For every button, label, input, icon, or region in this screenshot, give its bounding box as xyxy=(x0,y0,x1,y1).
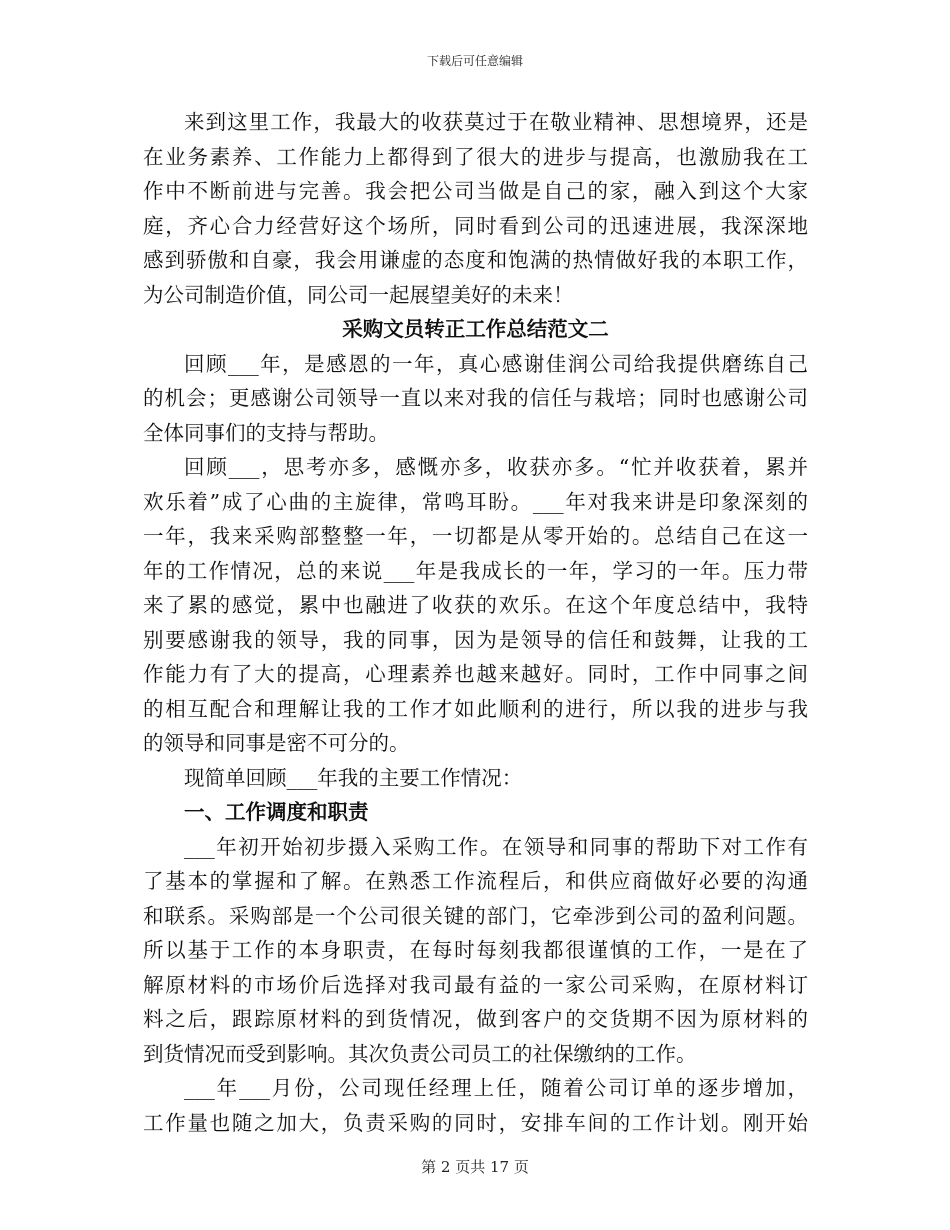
paragraph-line: ___年初开始初步摄入采购工作。在领导和同事的帮助下对工作有 xyxy=(184,834,808,859)
paragraph-line: 来了累的感觉，累中也融进了收获的欢乐。在这个年度总结中，我特 xyxy=(143,593,808,617)
section-title: 采购文员转正工作总结范文二 xyxy=(342,317,609,341)
paragraph-line: 现简单回顾___年我的主要工作情况： xyxy=(184,765,523,790)
paragraph-line: 回顾___年，是感恩的一年，真心感谢佳润公司给我提供磨练自己 xyxy=(184,351,808,376)
paragraph-line: 在业务素养、工作能力上都得到了很大的进步与提高，也激励我在工 xyxy=(143,144,808,169)
paragraph-line: 年的工作情况，总的来说___年是我成长的一年，学习的一年。压力带 xyxy=(143,558,808,583)
paragraph-line: 工作量也随之加大，负责采购的同时，安排车间的工作计划。刚开始 xyxy=(143,1110,808,1135)
paragraph-line: 庭，齐心合力经营好这个场所，同时看到公司的迅速进展，我深深地 xyxy=(143,213,808,238)
page-footer: 第 2 页共 17 页 xyxy=(421,1158,529,1176)
paragraph-line: 回顾___，思考亦多，感慨亦多，收获亦多。“忙并收获着，累并 xyxy=(184,455,808,479)
paragraph-line: 作中不断前进与完善。我会把公司当做是自己的家，融入到这个大家 xyxy=(143,179,808,203)
paragraph-line: 欢乐着”成了心曲的主旋律，常鸣耳盼。___年对我来讲是印象深刻的 xyxy=(143,489,808,514)
paragraph-line: 的相互配合和理解让我的工作才如此顺利的进行，所以我的进步与我 xyxy=(143,696,808,721)
page-header: 下载后可任意编辑 xyxy=(426,54,523,68)
paragraph-line: 了基本的掌握和了解。在熟悉工作流程后，和供应商做好必要的沟通 xyxy=(143,869,808,893)
paragraph-line: ___年___月份，公司现任经理上任，随着公司订单的逐步增加， xyxy=(184,1076,808,1100)
paragraph-line: 作能力有了大的提高，心理素养也越来越好。同时，工作中同事之间 xyxy=(143,662,808,686)
document-body xyxy=(143,105,808,1140)
paragraph-line: 料之后，跟踪原材料的到货情况，做到客户的交货期不因为原材料的 xyxy=(143,1007,808,1031)
paragraph-line: 和联系。采购部是一个公司很关键的部门，它牵涉到公司的盈利问题。 xyxy=(143,903,808,928)
paragraph-line: 全体同事们的支持与帮助。 xyxy=(143,420,389,445)
paragraph-line: 的领导和同事是密不可分的。 xyxy=(143,731,410,755)
paragraph-line: 一年，我来采购部整整一年，一切都是从零开始的。总结自己在这一 xyxy=(143,524,808,548)
paragraph-line: 别要感谢我的领导，我的同事，因为是领导的信任和鼓舞，让我的工 xyxy=(143,627,808,652)
paragraph-line: 所以基于工作的本身职责，在每时每刻我都很谨慎的工作，一是在了 xyxy=(143,938,808,962)
paragraph-line: 来到这里工作，我最大的收获莫过于在敬业精神、思想境界，还是 xyxy=(184,110,808,134)
paragraph-line: 的机会；更感谢公司领导一直以来对我的信任与栽培；同时也感谢公司 xyxy=(143,386,808,410)
paragraph-line: 解原材料的市场价后选择对我司最有益的一家公司采购，在原材料订 xyxy=(143,972,808,997)
paragraph-line: 到货情况而受到影响。其次负责公司员工的社保缴纳的工作。 xyxy=(143,1041,697,1066)
paragraph-line: 感到骄傲和自豪，我会用谦虚的态度和饱满的热情做好我的本职工作， xyxy=(143,248,808,272)
subheading: 一、工作调度和职责 xyxy=(184,800,369,824)
paragraph-line: 为公司制造价值，同公司一起展望美好的未来！ xyxy=(143,282,574,307)
